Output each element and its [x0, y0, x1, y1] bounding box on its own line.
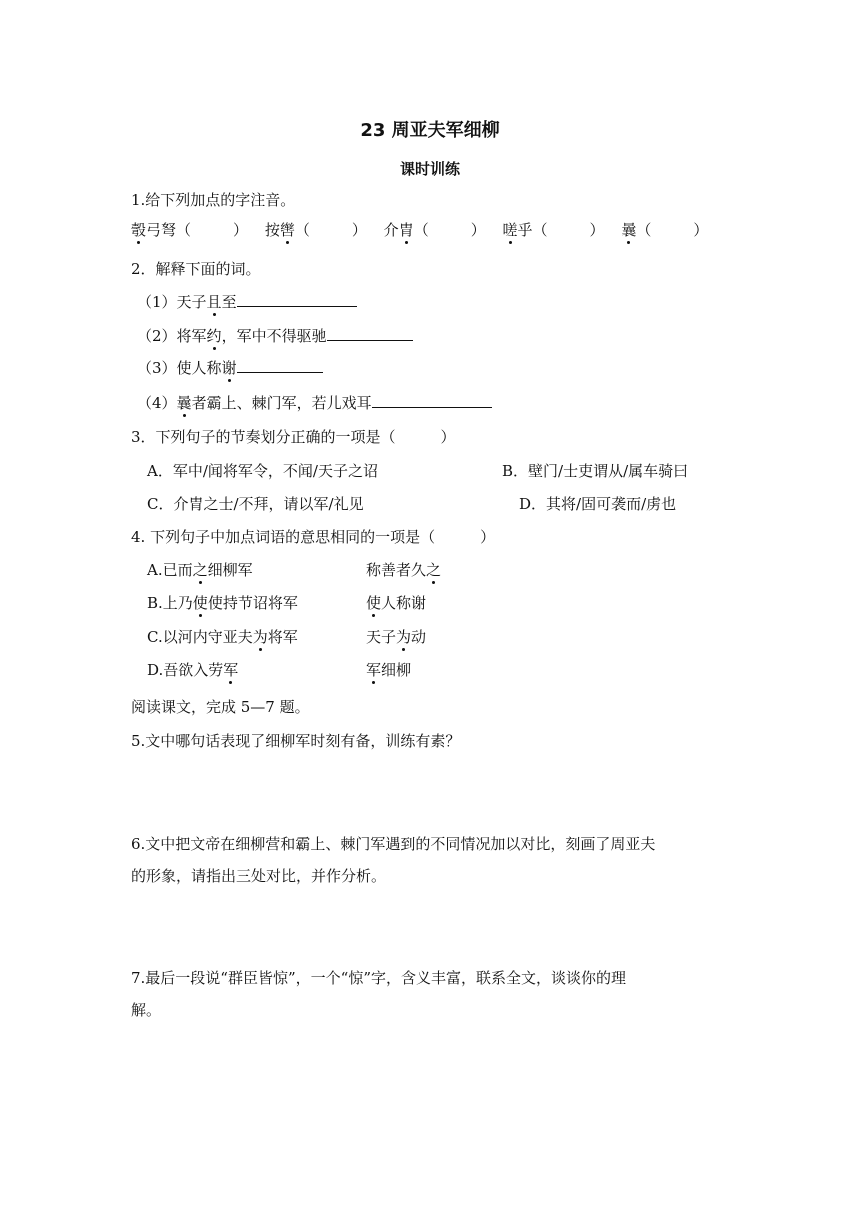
- q4-c-left: C.以河内守亚夫为将军: [147, 628, 298, 646]
- q4-c-right: 天子为动: [366, 628, 427, 646]
- q1-item-5: 曩（ ）: [621, 221, 709, 239]
- answer-blank[interactable]: [372, 391, 492, 408]
- page-subtitle: 课时训练: [399, 160, 460, 178]
- q2-item-1: （1）天子且至: [137, 290, 357, 312]
- q1-item-3: 介胄（ ）: [383, 221, 486, 239]
- q1-stem: 1.给下列加点的字注音。: [131, 191, 296, 209]
- q1-item-4: 嗟乎（ ）: [502, 221, 605, 239]
- q1-item-2: 按辔（ ）: [264, 221, 367, 239]
- reading-instruction: 阅读课文，完成 5—7 题。: [131, 698, 310, 716]
- q4-b-left: B.上乃使使持节诏将军: [147, 594, 298, 612]
- page-title: 23 周亚夫军细柳: [360, 120, 500, 141]
- q2-stem: 2．解释下面的词。: [131, 260, 261, 278]
- q2-item-4: （4）曩者霸上、棘门军，若儿戏耳: [137, 391, 492, 413]
- q3-option-d: D．其将/固可袭而/虏也: [519, 495, 677, 513]
- q7-stem-line-2: 解。: [131, 1001, 162, 1019]
- q3-option-a: A．军中/闻将军令，不闻/天子之诏: [147, 462, 378, 480]
- q4-d-right: 军细柳: [366, 661, 412, 679]
- q4-d-left: D.吾欲入劳军: [147, 661, 239, 679]
- q4-b-right: 使人称谢: [366, 594, 427, 612]
- q5-stem: 5.文中哪句话表现了细柳军时刻有备，训练有素？: [131, 732, 461, 750]
- q1-item-1: 彀弓弩（ ）: [131, 221, 249, 239]
- answer-blank[interactable]: [237, 290, 357, 307]
- q4-a-right: 称善者久之: [366, 561, 442, 579]
- q4-stem: 4. 下列句子中加点词语的意思相同的一项是（ ）: [131, 528, 496, 546]
- q3-option-b: B．壁门/士吏谓从/属车骑曰: [502, 462, 689, 480]
- q1-items: [131, 220, 708, 240]
- q3-option-c: C．介胄之士/不拜，请以军/礼见: [147, 495, 364, 513]
- q3-stem: 3．下列句子的节奏划分正确的一项是（ ）: [131, 428, 456, 446]
- q2-item-3: （3）使人称谢: [137, 356, 323, 378]
- q4-a-left: A.已而之细柳军: [147, 561, 253, 579]
- q6-stem-line-1: 6.文中把文帝在细柳营和霸上、棘门军遇到的不同情况加以对比，刻画了周亚夫: [131, 835, 656, 853]
- answer-blank[interactable]: [327, 324, 413, 341]
- q7-stem-line-1: 7.最后一段说“群臣皆惊”，一个“惊”字，含义丰富，联系全文，谈谈你的理: [131, 969, 626, 987]
- answer-blank[interactable]: [237, 356, 323, 373]
- q2-item-2: （2）将军约，军中不得驱驰: [137, 324, 413, 346]
- q6-stem-line-2: 的形象，请指出三处对比，并作分析。: [131, 867, 387, 885]
